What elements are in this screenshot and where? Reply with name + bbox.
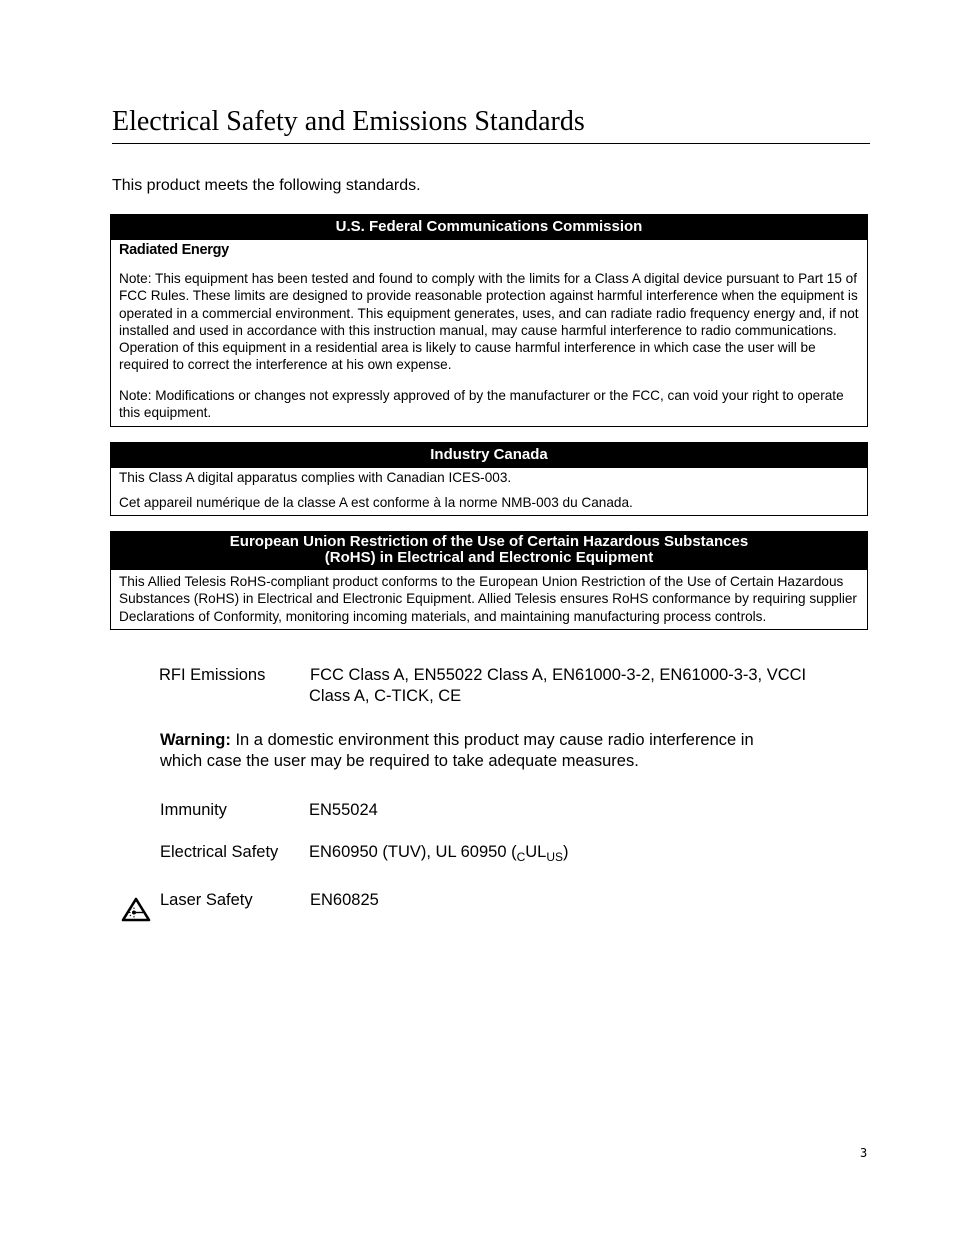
safety-sub-us: US (546, 850, 564, 864)
fcc-note-1: Note: This equipment has been tested and found to comply with the limits for a Class A digital device pursuant to Part 15 of FCC Rules. These limits are designed to provide reasonable protection against harmful interference when the equipment is operated in a commercial environment. This equipment generates, uses, and can radiate radio frequency energy and, if not installed and used in accordance with this instruction manual, may cause harmful interference to radio communications. Operation of this equipment in a residential area is likely to cause harmful interference in which case the user will be required to correct the interference at his own expense. (119, 271, 859, 373)
eu-box-header (111, 532, 867, 570)
page-number: 3 (860, 1146, 868, 1160)
industry-canada-box (110, 442, 868, 516)
safety-ul: UL (525, 843, 547, 861)
rfi-emissions-value-line-2: Class A, C-TICK, CE (309, 687, 462, 705)
fcc-subheader: Radiated Energy (119, 242, 229, 258)
intro-text: This product meets the following standards. (112, 177, 421, 194)
fcc-box-header: U.S. Federal Communications Commission (111, 215, 867, 240)
safety-value-prefix: EN60950 (TUV), UL 60950 ( (309, 843, 517, 861)
eu-header-line-1: European Union Restriction of the Use of Certain Hazardous Substances (229, 533, 749, 550)
immunity-value: EN55024 (309, 801, 378, 819)
page-title: Electrical Safety and Emissions Standards (112, 106, 585, 137)
rfi-emissions-value-line-1: FCC Class A, EN55022 Class A, EN61000-3-2, EN61000-3-3, VCCI (310, 666, 807, 684)
warning-body: In a domestic environment this product may cause radio interference in which case the user may be required to take adequate measures. (160, 731, 754, 770)
eu-header-line-2: (RoHS) in Electrical and Electronic Equipment (324, 549, 654, 566)
rfi-emissions-label: RFI Emissions (159, 666, 266, 684)
ic-box-header: Industry Canada (111, 443, 867, 468)
title-divider (112, 143, 870, 144)
warning-text (160, 730, 800, 772)
immunity-label: Immunity (160, 801, 227, 819)
ic-line-2: Cet appareil numérique de la classe A est conforme à la norme NMB-003 du Canada. (119, 495, 633, 511)
electrical-safety-value (309, 842, 569, 868)
laser-safety-label: Laser Safety (160, 891, 253, 909)
fcc-note-2: Note: Modifications or changes not expressly approved of by the manufacturer or the FCC, can void your right to operate this equipment. (119, 387, 844, 421)
laser-safety-value: EN60825 (310, 891, 379, 909)
ic-line-1: This Class A digital apparatus complies with Canadian ICES-003. (119, 470, 512, 485)
eu-body-text: This Allied Telesis RoHS-compliant product conforms to the European Union Restriction of the Use of Certain Hazardous Substances (RoHS) in Electrical and Electronic Equipment. Allied Telesis ensures RoHS conformance by requiring supplier Declarations of Conformity, monitoring incoming materials, and maintaining manufacturing process controls. (119, 574, 857, 624)
safety-value-suffix: ) (563, 843, 569, 861)
electrical-safety-label: Electrical Safety (160, 843, 279, 861)
fcc-box (110, 214, 868, 427)
warning-label: Warning: (160, 731, 231, 749)
laser-warning-icon (121, 897, 151, 922)
eu-rohs-box (110, 531, 868, 630)
safety-sub-c: C (516, 850, 526, 864)
